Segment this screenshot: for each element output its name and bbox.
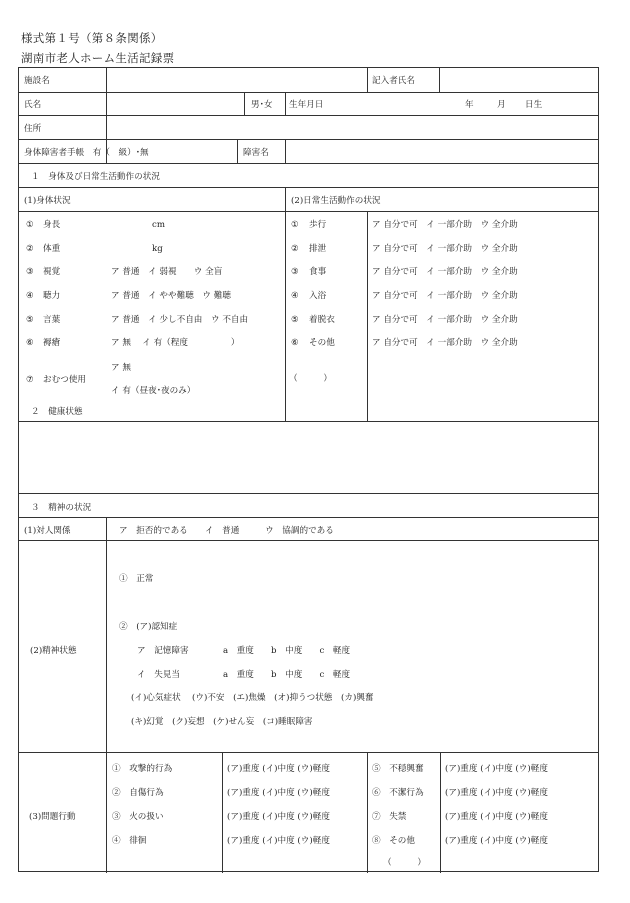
adl-item-value: ア 自分で可 イ 一部介助 ウ 全介助 <box>372 244 518 254</box>
body-item-no: ④ <box>26 291 34 301</box>
body-item-no: ⑤ <box>26 315 34 325</box>
severity-options: (ア)重度 (イ)中度 (ウ)軽度 <box>227 788 330 798</box>
record-form <box>18 67 599 872</box>
disability-field[interactable] <box>286 140 598 162</box>
section3-title: ３ 精神の状況 <box>31 503 92 513</box>
body-item-no: ② <box>26 244 34 254</box>
recorder-field[interactable] <box>440 69 598 91</box>
body-item-label: 言葉 <box>43 315 61 325</box>
adl-item-no: ④ <box>291 291 299 301</box>
adl-item-value: ア 自分で可 イ 一部介助 ウ 全介助 <box>372 267 518 277</box>
severity-options: (ア)重度 (イ)中度 (ウ)軽度 <box>445 788 548 798</box>
severity-options: (ア)重度 (イ)中度 (ウ)軽度 <box>445 836 548 846</box>
form-title: 湖南市老人ホーム生活記録票 <box>21 51 175 65</box>
behavior-label: (3)問題行動 <box>29 812 76 822</box>
mental-symptoms-1: (イ)心気症状 (ウ)不安 (エ)焦燥 (オ)抑うつ状態 (カ)興奮 <box>131 693 374 703</box>
name-label: 氏名 <box>24 100 42 110</box>
behavior-item: ⑧ その他 <box>372 836 415 846</box>
name-field[interactable] <box>107 93 243 114</box>
adl-item-value: ア 自分で可 イ 一部介助 ウ 全介助 <box>372 220 518 230</box>
behavior-item: ⑦ 失禁 <box>372 812 407 822</box>
mental-memory: ア 記憶障害 a 重度 b 中度 c 軽度 <box>137 646 351 656</box>
mental-dementia: ② (ア)認知症 <box>119 622 178 632</box>
handbook-label: 身体障害者手帳 有（ 級）･無 <box>24 148 149 158</box>
adl-item-value: ア 自分で可 イ 一部介助 ウ 全介助 <box>372 291 518 301</box>
adl-item-label: 歩行 <box>309 220 327 230</box>
omutsu-label: おむつ使用 <box>43 375 86 385</box>
behavior-item: ② 自傷行為 <box>112 788 164 798</box>
body-item-no: ③ <box>26 267 34 277</box>
body-item-label: 褥瘡 <box>43 338 61 348</box>
body-item-value: ア 普通 イ やや難聴 ウ 難聴 <box>111 291 231 301</box>
adl-item-no: ③ <box>291 267 299 277</box>
birth-year-label: 年 <box>465 100 474 110</box>
body-item-label: 聴力 <box>43 291 61 301</box>
address-label: 住所 <box>24 124 42 134</box>
behavior-item: ⑤ 不穏興奮 <box>372 764 424 774</box>
adl-item-value: ア 自分で可 イ 一部介助 ウ 全介助 <box>372 338 518 348</box>
birth-label: 生年月日 <box>289 100 324 110</box>
form-number: 様式第１号（第８条関係） <box>21 31 163 45</box>
body-item-no: ⑥ <box>26 338 34 348</box>
mental-symptoms-2: (キ)幻覚 (ク)妄想 (ケ)せん妄 (コ)睡眠障害 <box>131 717 313 727</box>
address-field[interactable] <box>107 116 598 138</box>
adl-item-label: 着脱衣 <box>309 315 335 325</box>
mental-normal: ① 正常 <box>119 574 154 584</box>
mental-disorientation: イ 失見当 a 重度 b 中度 c 軽度 <box>137 670 351 680</box>
severity-options: (ア)重度 (イ)中度 (ウ)軽度 <box>227 764 330 774</box>
relation-options: ア 拒否的である イ 普通 ウ 協調的である <box>119 526 334 536</box>
mental-label: (2)精神状態 <box>30 646 77 656</box>
birth-month-label: 月 <box>497 100 506 110</box>
section1-title: １ 身体及び日常生活動作の状況 <box>31 172 160 182</box>
adl-other-paren: （ ） <box>289 374 332 384</box>
adl-item-label: 入浴 <box>309 291 327 301</box>
body-item-value: kg <box>152 244 163 254</box>
behavior-item: ④ 徘徊 <box>112 836 147 846</box>
facility-label: 施設名 <box>24 76 50 86</box>
section2-title: ２ 健康状態 <box>31 407 83 417</box>
severity-options: (ア)重度 (イ)中度 (ウ)軽度 <box>227 812 330 822</box>
adl-item-no: ⑤ <box>291 315 299 325</box>
behavior-item: ③ 火の扱い <box>112 812 164 822</box>
relation-label: (1)対人関係 <box>24 526 71 536</box>
body-item-value: cm <box>152 220 165 230</box>
disability-label: 障害名 <box>243 148 269 158</box>
sex-label: 男･女 <box>251 100 273 110</box>
adl-item-label: 食事 <box>309 267 327 277</box>
omutsu-no: ⑦ <box>26 375 34 385</box>
adl-item-value: ア 自分で可 イ 一部介助 ウ 全介助 <box>372 315 518 325</box>
body-item-no: ① <box>26 220 34 230</box>
behavior-item: ⑥ 不潔行為 <box>372 788 424 798</box>
adl-item-no: ⑥ <box>291 338 299 348</box>
behavior-item: ① 攻撃的行為 <box>112 764 173 774</box>
body-item-label: 身長 <box>43 220 61 230</box>
severity-options: (ア)重度 (イ)中度 (ウ)軽度 <box>445 764 548 774</box>
adl-item-label: その他 <box>309 338 335 348</box>
body-item-value: ア 無 イ 有（程度 ） <box>111 338 240 348</box>
adl-item-no: ② <box>291 244 299 254</box>
recorder-label: 記入者氏名 <box>372 76 415 86</box>
severity-options: (ア)重度 (イ)中度 (ウ)軽度 <box>227 836 330 846</box>
health-field[interactable] <box>20 422 598 492</box>
severity-options: (ア)重度 (イ)中度 (ウ)軽度 <box>445 812 548 822</box>
body-item-label: 視覚 <box>43 267 61 277</box>
omutsu-option-yes: イ 有（昼夜･夜のみ） <box>111 386 196 396</box>
body-item-value: ア 普通 イ 少し不自由 ウ 不自由 <box>111 315 249 325</box>
adl-heading: (2)日常生活動作の状況 <box>291 196 381 206</box>
body-item-label: 体重 <box>43 244 61 254</box>
adl-item-no: ① <box>291 220 299 230</box>
birth-day-label: 日生 <box>525 100 543 110</box>
facility-field[interactable] <box>107 69 366 91</box>
adl-item-label: 排泄 <box>309 244 327 254</box>
behavior-other-paren: （ ） <box>383 858 426 868</box>
omutsu-option-none: ア 無 <box>111 363 131 373</box>
body-status-heading: (1)身体状況 <box>24 196 71 206</box>
body-item-value: ア 普通 イ 弱視 ウ 全盲 <box>111 267 223 277</box>
